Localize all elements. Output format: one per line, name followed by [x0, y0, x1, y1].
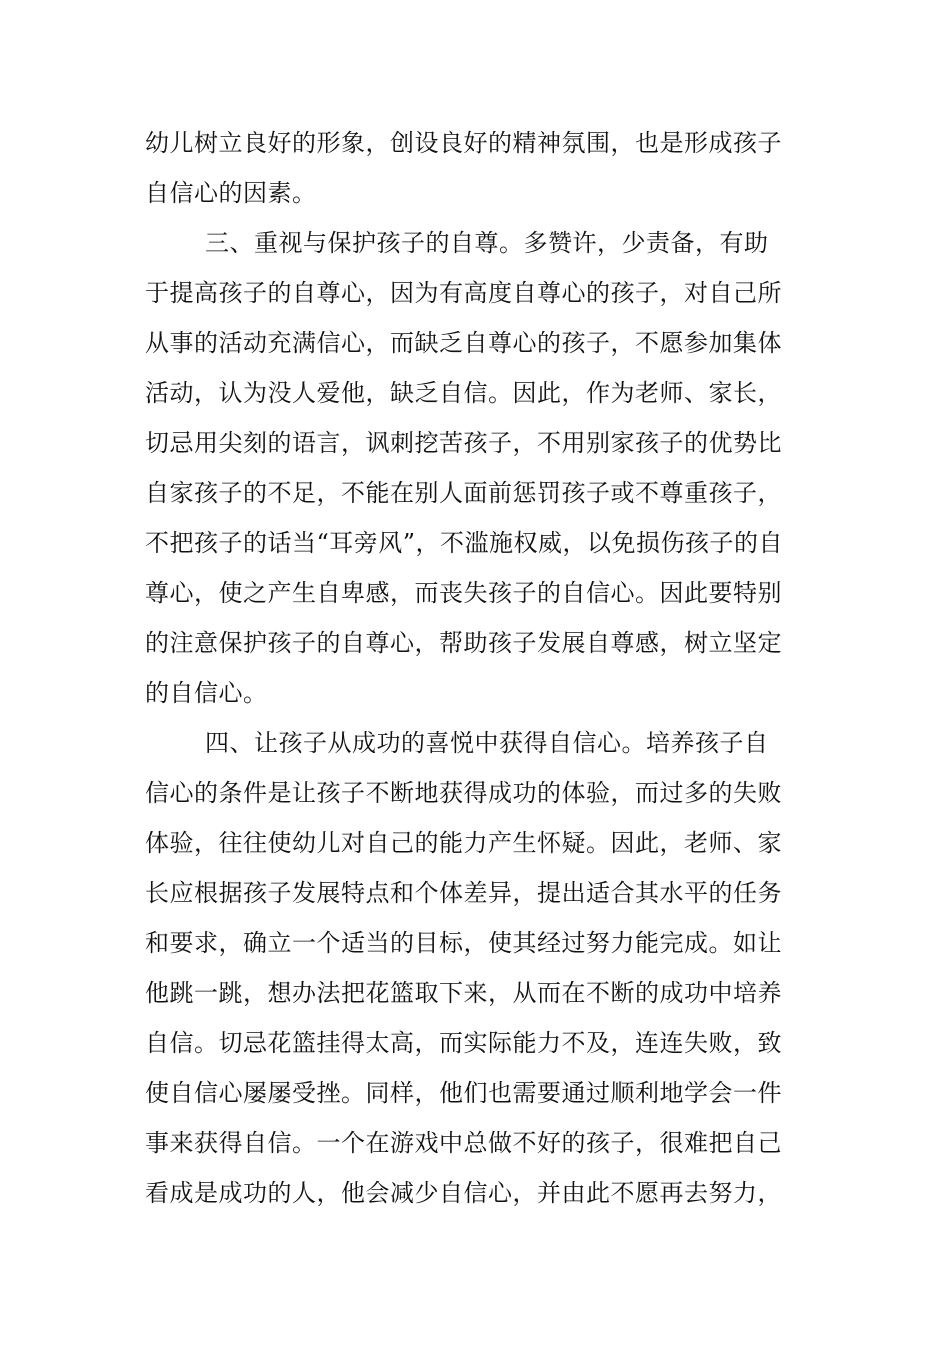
text-line: 自信心的因素。: [145, 179, 317, 207]
text-line: 自信。切忌花篮挂得太高，而实际能力不及，连连失败，致: [145, 1029, 782, 1057]
text-line: 长应根据孩子发展特点和个体差异，提出适合其水平的任务: [145, 879, 782, 907]
text-line: 自家孩子的不足，不能在别人面前惩罚孩子或不尊重孩子，: [145, 479, 782, 507]
text-line: 从事的活动充满信心，而缺乏自尊心的孩子，不愿参加集体: [145, 329, 782, 357]
section-heading-line: 四、让孩子从成功的喜悦中获得自信心。培养孩子自: [205, 729, 769, 757]
text-line: 他跳一跳，想办法把花篮取下来，从而在不断的成功中培养: [145, 979, 782, 1007]
text-line: 幼儿树立良好的形象，创设良好的精神氛围，也是形成孩子: [145, 129, 782, 157]
section-heading-line: 三、重视与保护孩子的自尊。多赞许，少责备，有助: [205, 229, 769, 257]
text-line: 体验，往往使幼儿对自己的能力产生怀疑。因此，老师、家: [145, 829, 782, 857]
text-line: 事来获得自信。一个在游戏中总做不好的孩子，很难把自己: [145, 1129, 782, 1157]
text-line: 的自信心。: [145, 679, 268, 707]
text-line: 活动，认为没人爱他，缺乏自信。因此，作为老师、家长，: [145, 379, 782, 407]
text-line: 的注意保护孩子的自尊心，帮助孩子发展自尊感，树立坚定: [145, 629, 782, 657]
text-line: 尊心，使之产生自卑感，而丧失孩子的自信心。因此要特别: [145, 579, 782, 607]
text-line: 和要求，确立一个适当的目标，使其经过努力能完成。如让: [145, 929, 782, 957]
text-line: 于提高孩子的自尊心，因为有高度自尊心的孩子，对自己所: [145, 279, 782, 307]
text-line: 不把孩子的话当“耳旁风”，不滥施权威，以免损伤孩子的自: [145, 529, 784, 557]
text-line: 看成是成功的人，他会减少自信心，并由此不愿再去努力，: [145, 1179, 782, 1207]
text-line: 信心的条件是让孩子不断地获得成功的体验，而过多的失败: [145, 779, 782, 807]
text-line: 切忌用尖刻的语言，讽刺挖苦孩子，不用别家孩子的优势比: [145, 429, 782, 457]
text-line: 使自信心屡屡受挫。同样，他们也需要通过顺利地学会一件: [145, 1079, 782, 1107]
